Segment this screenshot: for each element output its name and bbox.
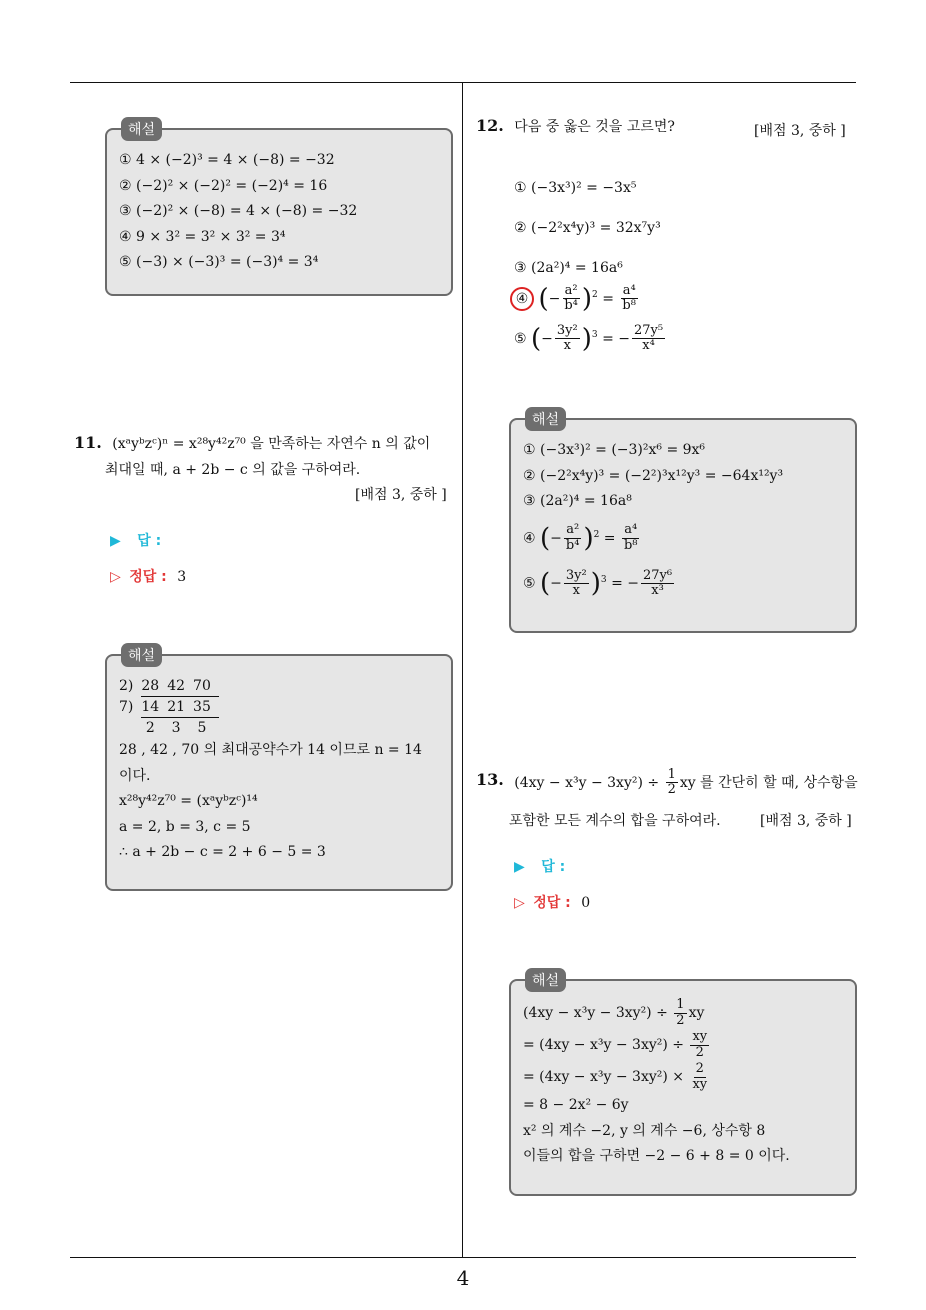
fraction-denominator: b⁴ (565, 537, 580, 553)
question-12 (476, 116, 675, 136)
divisor: 7) (119, 699, 134, 715)
score-label: [배점 3, 중하 ] (355, 487, 447, 503)
top-rule (70, 82, 856, 83)
solution-line: 이다. (119, 767, 151, 784)
answer-line (514, 856, 565, 876)
correct-value: 3 (177, 569, 187, 585)
fraction-denominator: b⁸ (623, 537, 638, 553)
fraction-denominator: 2 (695, 1044, 704, 1060)
divisor: 2) (119, 678, 134, 695)
divisor (119, 718, 141, 739)
question-13 (476, 768, 858, 798)
fraction-numerator: a² (566, 522, 580, 538)
quotient: 2 (145, 720, 155, 736)
question-text: (4xy − x³y − 3xy²) ÷ (514, 774, 660, 791)
answer-label: 답 : (541, 859, 566, 875)
correct-label: 정답 : (533, 895, 571, 911)
expression: xy (688, 1005, 705, 1021)
expression: = (4xy − x³y − 3xy²) ÷ (523, 1037, 684, 1053)
triangle-outline-icon: ▷ (110, 569, 121, 585)
quotient: 5 (197, 720, 207, 736)
fraction-numerator: a² (564, 283, 578, 298)
fraction-denominator: xy (692, 1076, 708, 1092)
correct-value: 0 (581, 895, 591, 911)
solution-line (523, 1029, 841, 1061)
solution-tag: 해설 (121, 643, 162, 667)
option-1: ① (−3x³)² = −3x⁵ (514, 180, 637, 196)
option-number: ④ (523, 530, 536, 547)
dividend: 28 (141, 676, 167, 697)
division-ladder (119, 676, 219, 738)
solution-line: = 8 − 2x² − 6y (523, 1097, 629, 1113)
solution-line: a = 2, b = 3, c = 5 (119, 818, 251, 835)
option-5: ⑤ (− $\frac{\text{3y²}}{x}$ )$^3$ = − $\frac{\text{27y⁵}}{\text{x⁴}}$ (514, 323, 664, 354)
question-11 (74, 430, 454, 483)
fraction-numerator: 27y⁶ (643, 568, 673, 584)
dividend: 70 (193, 676, 219, 697)
fraction-numerator: xy (692, 1029, 708, 1045)
triangle-outline-icon: ▷ (514, 895, 525, 911)
option-number: ⑤ (523, 575, 536, 592)
solution-line: ② (−2)² × (−2)² = (−2)⁴ = 16 (119, 177, 328, 194)
option-list (514, 176, 661, 296)
solution-tag: 해설 (525, 407, 566, 431)
fraction-numerator: 27y⁵ (634, 323, 664, 338)
option-4: ④ (− $\frac{\text{a²}}{\text{b⁴}}$ )$^2$ = $\frac{\text{a⁴}}{\text{b⁸}}$ (514, 284, 640, 314)
solution-box-q10 (105, 122, 453, 296)
fraction-denominator: x (563, 338, 571, 354)
question-text: 다음 중 옳은 것을 고르면? (514, 119, 675, 135)
column-divider (462, 82, 463, 1258)
score-label: [배점 3, 중하 ] (760, 813, 852, 829)
answer-line (110, 530, 161, 550)
question-number: 12. (476, 116, 504, 135)
solution-box-q12 (509, 412, 857, 633)
score-label: [배점 3, 중하 ] (754, 123, 846, 139)
page-number: 4 (456, 1266, 470, 1290)
solution-line: ④ (− $\frac{\text{a²}}{\text{b⁴}}$ )$^2$ = $\frac{\text{a⁴}}{\text{b⁸}}$ (523, 522, 638, 554)
question-text: (xᵃyᵇzᶜ)ⁿ = x²⁸y⁴²z⁷⁰ 을 만족하는 자연수 n 의 값이 (112, 436, 431, 452)
solution-line: x² 의 계수 −2, y 의 계수 −6, 상수항 8 (523, 1122, 766, 1139)
fraction-numerator: a⁴ (622, 283, 636, 298)
solution-box-q11 (105, 648, 453, 891)
fraction-denominator: x⁴ (642, 338, 655, 354)
solution-line: 28 , 42 , 70 의 최대공약수가 14 이므로 n = 14 (119, 742, 422, 758)
fraction-denominator: x³ (651, 583, 664, 599)
fraction-denominator: 2 (676, 1012, 685, 1028)
question-text: 최대일 때, a + 2b − c 의 값을 구하여라. (105, 461, 361, 478)
fraction-denominator: b⁴ (564, 298, 578, 314)
bottom-rule (70, 1257, 856, 1258)
option-3: ③ (2a²)⁴ = 16a⁶ (514, 260, 623, 276)
question-text: xy 를 간단히 할 때, 상수항을 (679, 774, 858, 791)
expression: (4xy − x³y − 3xy²) ÷ (523, 1005, 668, 1021)
fraction-numerator: 3y² (565, 568, 587, 584)
fraction-denominator: x (572, 583, 580, 599)
solution-line: ∴ a + 2b − c = 2 + 6 − 5 = 3 (119, 844, 326, 860)
play-icon: ▶ (110, 533, 121, 549)
question-text: 포함한 모든 계수의 합을 구하여라. (509, 813, 721, 829)
dividend: 35 (193, 697, 219, 718)
selected-answer-circle: ④ (510, 287, 534, 311)
question-number: 11. (74, 433, 102, 452)
correct-label: 정답 : (129, 569, 167, 585)
solution-tag: 해설 (121, 117, 162, 141)
solution-line (523, 997, 841, 1029)
dividend: 42 (167, 676, 193, 697)
option-number: ⑤ (514, 330, 527, 347)
correct-answer-line (514, 892, 590, 912)
question-number: 13. (476, 770, 504, 789)
correct-answer-line (110, 566, 186, 586)
solution-line: ⑤ (−3) × (−3)³ = (−3)⁴ = 3⁴ (119, 254, 319, 270)
expression: = (4xy − x³y − 3xy²) × (523, 1069, 684, 1085)
fraction-numerator: 3y² (556, 323, 578, 338)
answer-label: 답 : (137, 533, 162, 549)
solution-line: x²⁸y⁴²z⁷⁰ = (xᵃyᵇzᶜ)¹⁴ (119, 793, 258, 809)
fraction-denominator: 2 (667, 782, 676, 798)
solution-line: ③ (−2)² × (−8) = 4 × (−8) = −32 (119, 203, 358, 219)
solution-line: 이들의 합을 구하면 −2 − 6 + 8 = 0 이다. (523, 1148, 790, 1164)
quotient: 3 (171, 720, 181, 736)
solution-line: ⑤ (− $\frac{\text{3y²}}{x}$ )$^3$ = − $\frac{\text{27y⁶}}{\text{x³}}$ (523, 568, 673, 599)
solution-line: ① (−3x³)² = (−3)²x⁶ = 9x⁶ (523, 442, 706, 458)
solution-line: ① 4 × (−2)³ = 4 × (−8) = −32 (119, 152, 335, 168)
fraction-numerator: a⁴ (624, 522, 638, 538)
dividend: 21 (167, 697, 193, 718)
solution-line: ② (−2²x⁴y)³ = (−2²)³x¹²y³ = −64x¹²y³ (523, 467, 784, 484)
solution-line (523, 1061, 841, 1093)
fraction-numerator: 1 (676, 997, 685, 1013)
option-2: ② (−2²x⁴y)³ = 32x⁷y³ (514, 220, 661, 236)
solution-line: ④ 9 × 3² = 3² × 3² = 3⁴ (119, 228, 286, 245)
solution-tag: 해설 (525, 968, 566, 992)
solution-box-q13 (509, 973, 857, 1196)
fraction-denominator: b⁸ (622, 298, 636, 314)
fraction-numerator: 2 (695, 1061, 704, 1077)
fraction-numerator: 1 (667, 767, 676, 782)
play-icon: ▶ (514, 859, 525, 875)
dividend: 14 (141, 697, 167, 718)
solution-line: ③ (2a²)⁴ = 16a⁸ (523, 493, 632, 509)
